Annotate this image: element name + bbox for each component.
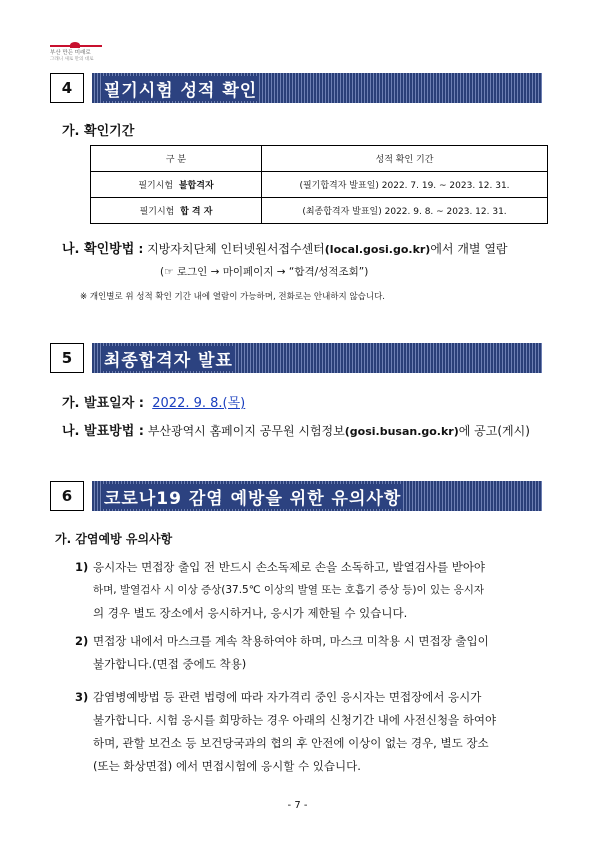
announce-date-label: 가. 발표일자 : [62,396,144,411]
section-number: 6 [50,481,84,511]
table-row [91,198,548,224]
section-title-text: 최종합격자 발표 [102,346,235,371]
logo-mark-icon [70,42,80,48]
announce-method-label: 나. 발표방법 : [62,424,144,439]
item-line: 의 경우 별도 장소에서 응시하거나, 응시가 제한될 수 있습니다. [93,606,408,620]
table-cell [91,172,262,198]
logo-line2: 그래니 새로 만의 대로 [50,57,94,62]
list-item [75,630,555,676]
section-number: 5 [50,343,84,373]
section-title [92,73,542,103]
cell-exam: 필기시험 [139,207,175,217]
table-header: 구 분 [91,146,262,172]
table-cell: (최종합격자 발표일) 2022. 9. 8. ~ 2023. 12. 31. [262,198,548,224]
logo-line1: 부산 만든 미래로 [50,50,91,56]
item-number: 2) [75,634,89,648]
check-method-text: 지방자치단체 인터넷원서접수센터 [147,242,325,256]
item-line: 응시자는 면접장 출입 전 반드시 손소독제로 손을 소독하고, 발열검사를 받아야 [93,560,486,574]
section-5-header [50,343,542,373]
check-path: (☞ 로그인 → 마이페이지 → “합격/성적조회”) [160,266,369,278]
announce-method-line [62,420,530,439]
item-line: 하며, 관할 보건소 등 보건당국과의 협의 후 안전에 이상이 없는 경우, 별도 장소 [93,736,489,750]
section-title-text: 필기시험 성적 확인 [102,76,259,101]
item-line: 하며, 발열검사 시 이상 증상(37.5℃ 이상의 발열 또는 호흡기 증상 등)이 있는 응시자 [93,584,485,596]
section-title [92,343,542,373]
colon: : [134,242,144,256]
item-line: 감염병예방법 등 관련 법령에 따라 자가격리 중인 응시자는 면접장에서 응시가 [93,690,482,704]
table-header-row [91,146,548,172]
announce-method-text: 부산광역시 홈페이지 공무원 시험정보 [147,424,345,438]
item-line: (또는 화상면접) 에서 면접시험에 응시할 수 있습니다. [93,759,361,773]
cell-status: 합 격 자 [180,207,213,217]
item-number: 1) [75,560,89,574]
item-line: 불가합니다. 시험 응시를 희망하는 경우 아래의 신청기간 내에 사전신청을 하여야 [93,713,497,727]
section-4-header [50,73,542,103]
list-item [75,556,555,625]
gosi-busan-link[interactable]: (gosi.busan.go.kr) [344,425,459,438]
table-cell: (필기합격자 발표일) 2022. 7. 19. ~ 2023. 12. 31. [262,172,548,198]
announce-date-line [62,392,245,411]
subheading-prevention: 가. 감염예방 유의사항 [55,532,173,546]
section-number: 4 [50,73,84,103]
score-period-table [90,145,548,224]
table-cell [91,198,262,224]
table-row [91,172,548,198]
cell-status: 불합격자 [178,181,214,191]
check-method-label: 나. 확인방법 [62,242,135,257]
item-line: 불가합니다.(면접 중에도 착용) [93,657,247,671]
announce-method-text2: 에 공고(게시) [458,424,530,438]
list-item [75,686,555,778]
section-title [92,481,542,511]
announce-date[interactable]: 2022. 9. 8.(목) [152,396,246,411]
section-6-header [50,481,542,511]
check-method-line [62,238,508,257]
item-number: 3) [75,690,89,704]
table-header: 성적 확인 기간 [262,146,548,172]
check-method-text2: 에서 개별 열람 [430,242,508,256]
subheading-check-period: 가. 확인기간 [62,124,135,139]
cell-exam: 필기시험 [138,181,174,191]
item-line: 면접장 내에서 마스크를 계속 착용하여야 하며, 마스크 미착용 시 면접장 출입이 [93,634,489,648]
notice: ※ 개인별로 위 성적 확인 기간 내에 열람이 가능하며, 전화로는 안내하지 않습니다. [80,292,386,302]
logo [50,50,102,66]
page-number: - 7 - [287,800,308,811]
local-gosi-link[interactable]: (local.gosi.go.kr) [324,243,431,256]
section-title-text: 코로나19 감염 예방을 위한 유의사항 [102,484,403,509]
